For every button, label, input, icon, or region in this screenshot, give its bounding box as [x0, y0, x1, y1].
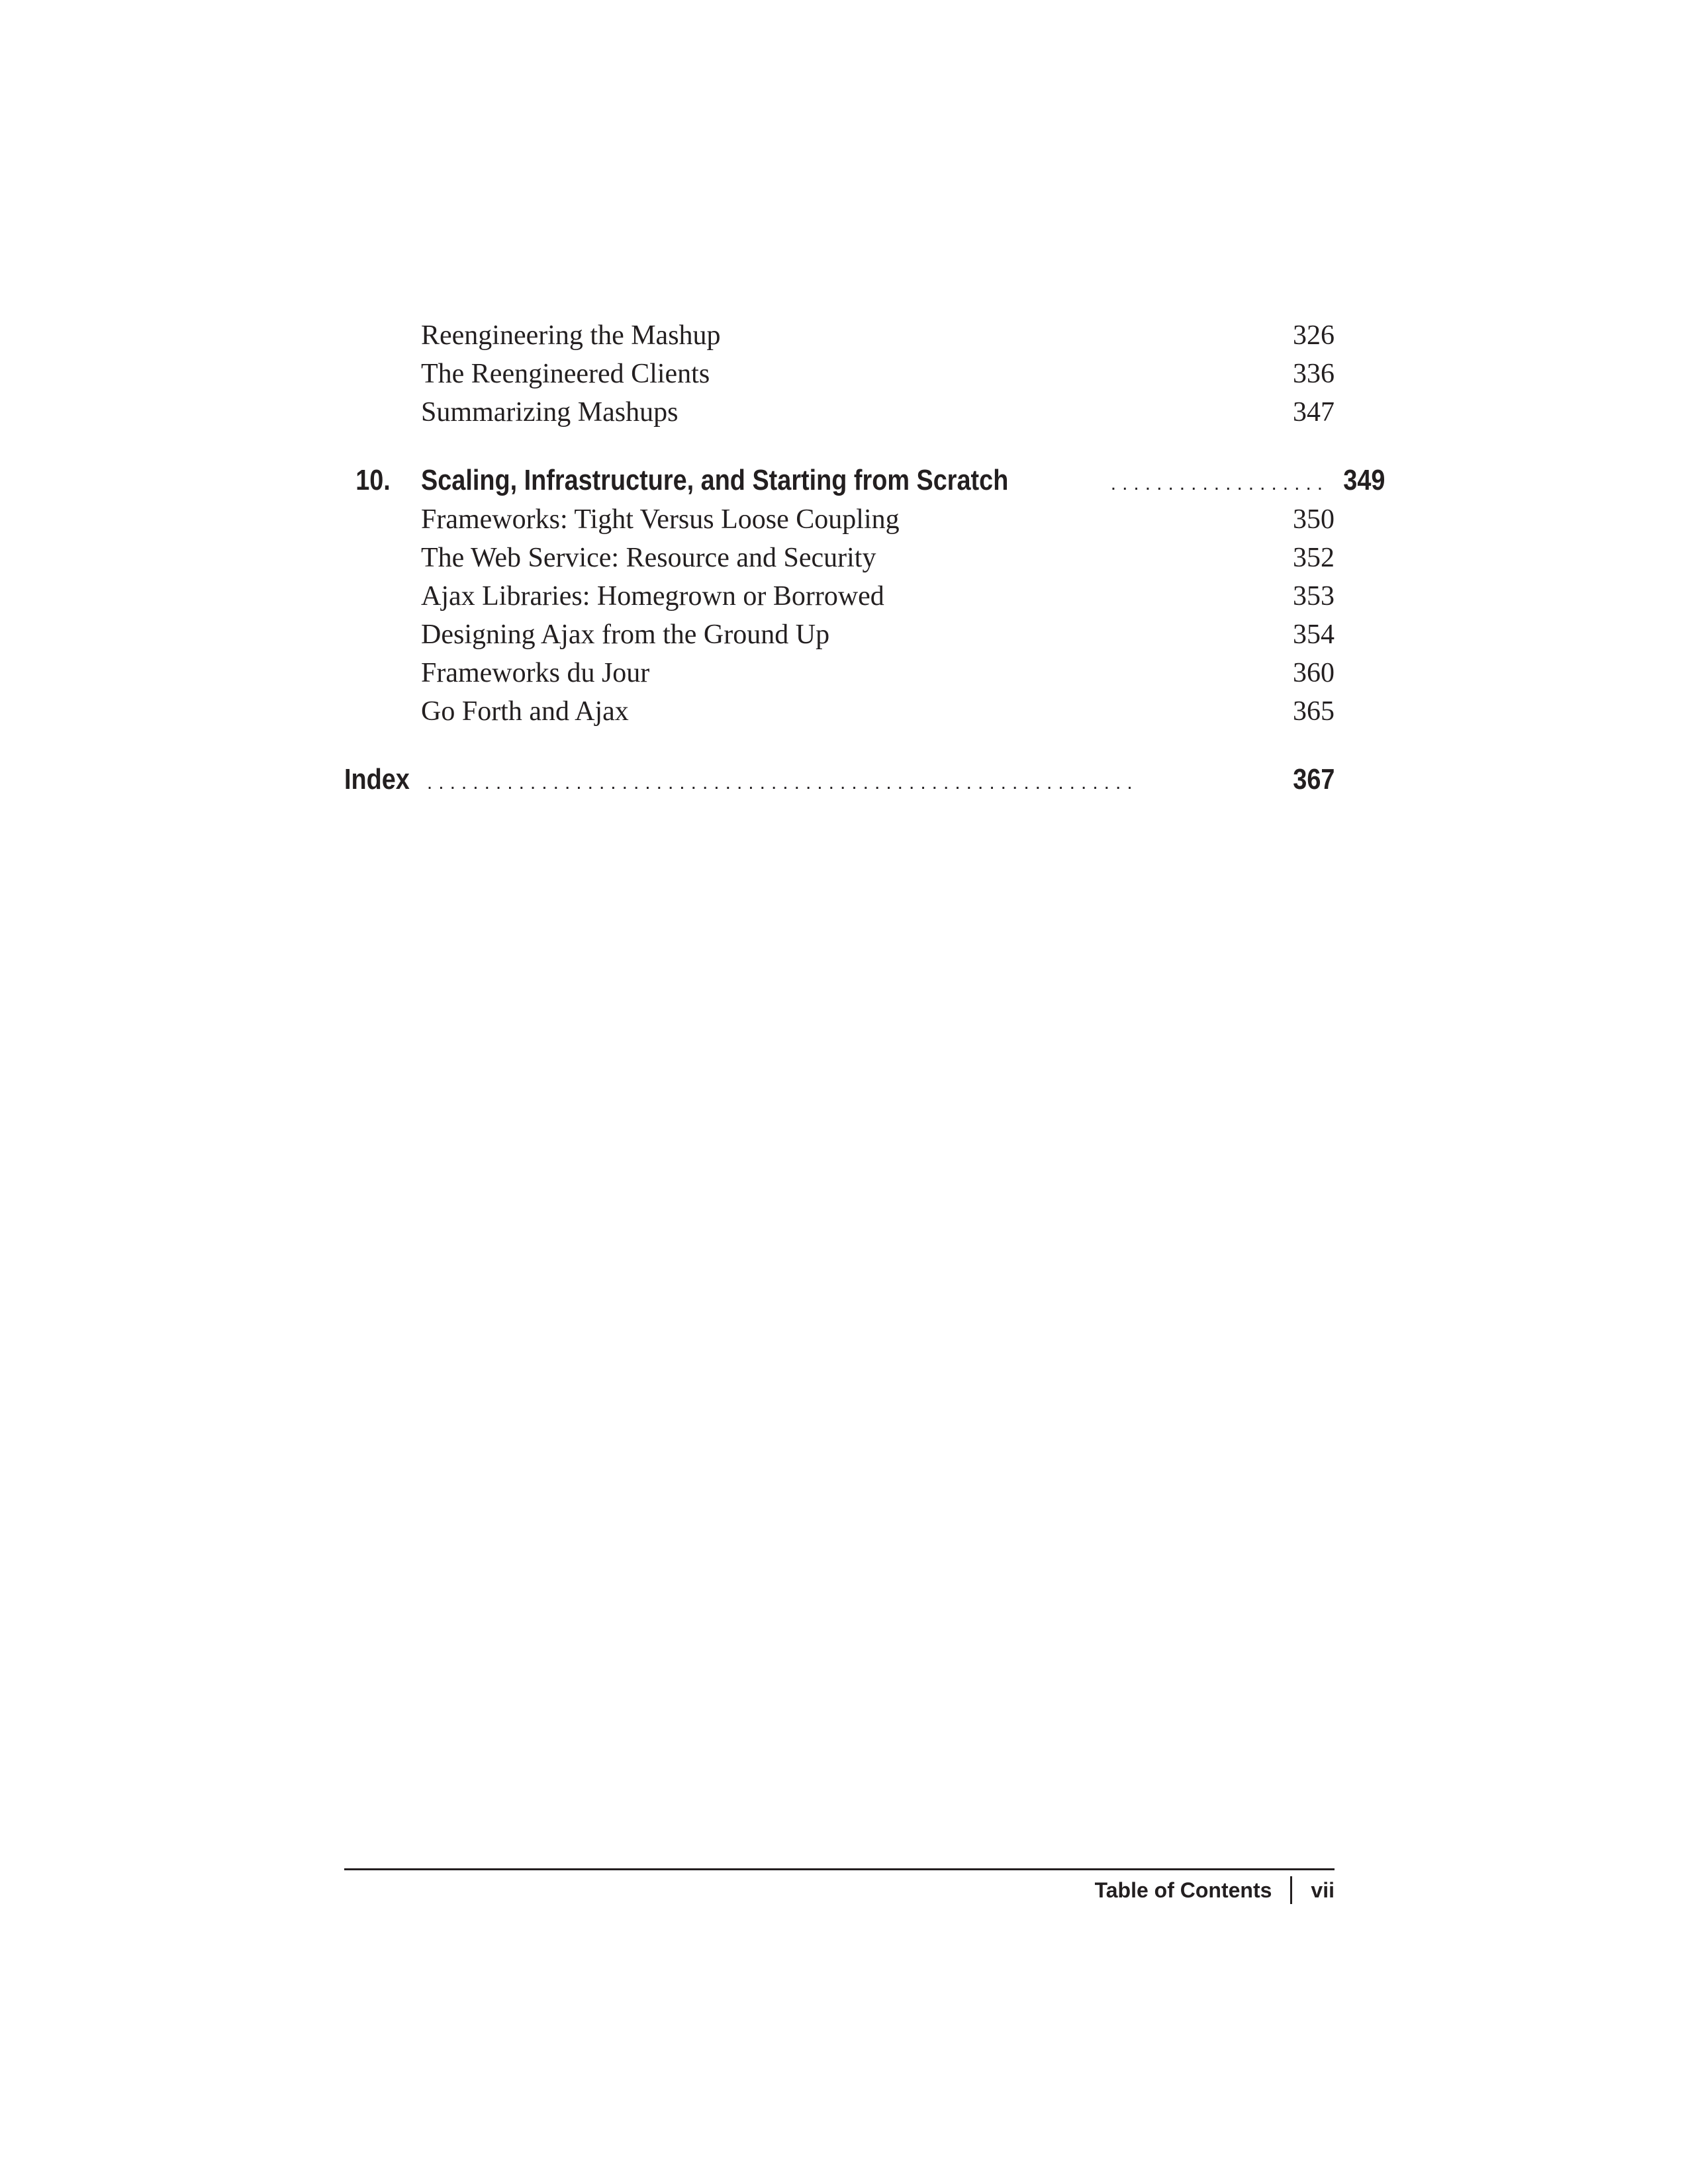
- toc-entry-title: Frameworks du Jour: [421, 658, 650, 688]
- toc-entry-title: Ajax Libraries: Homegrown or Borrowed: [421, 581, 884, 612]
- dot-leader: ..............................................................: [426, 772, 1139, 794]
- toc-entry-title: Summarizing Mashups: [421, 397, 679, 428]
- toc-entry[interactable]: [421, 393, 1335, 432]
- toc-entry-title: Reengineering the Mashup: [421, 320, 721, 351]
- chapter-heading[interactable]: [344, 459, 1385, 502]
- toc-entry[interactable]: [421, 615, 1335, 654]
- toc-entry-title: Frameworks: Tight Versus Loose Coupling: [421, 504, 900, 535]
- page-number: vii: [1311, 1878, 1335, 1902]
- running-title: Table of Contents: [1094, 1878, 1272, 1902]
- toc-entry-title: Designing Ajax from the Ground Up: [421, 619, 830, 650]
- toc-entry-page: 354: [1293, 619, 1335, 650]
- footer-rule: [344, 1868, 1335, 1870]
- footer-separator: [1290, 1876, 1292, 1904]
- toc-entry[interactable]: [421, 500, 1335, 539]
- toc-entry[interactable]: [421, 355, 1335, 393]
- page-footer: [1095, 1873, 1335, 1907]
- dot-leader: ...................: [1110, 473, 1329, 494]
- toc-entry-page: 360: [1293, 658, 1335, 688]
- toc-entry-title: Go Forth and Ajax: [421, 696, 629, 727]
- chapter-title: Scaling, Infrastructure, and Starting from Scratch: [421, 464, 1009, 496]
- toc-entry-page: 347: [1293, 397, 1335, 428]
- toc-entry-title: The Reengineered Clients: [421, 359, 710, 389]
- chapter-page: 349: [1343, 464, 1385, 496]
- index-page: 367: [1292, 763, 1335, 796]
- toc-entry-page: 352: [1293, 543, 1335, 573]
- toc-entry-title: The Web Service: Resource and Security: [421, 543, 876, 573]
- toc-entry[interactable]: [421, 692, 1335, 731]
- chapter-number: 10.: [355, 464, 391, 496]
- toc-entry-page: 350: [1293, 504, 1335, 535]
- index-title: Index: [344, 763, 410, 796]
- toc-entry[interactable]: [421, 316, 1335, 355]
- toc-entry-page: 336: [1293, 359, 1335, 389]
- toc-entry[interactable]: [421, 577, 1335, 615]
- toc-entry[interactable]: [421, 539, 1335, 577]
- toc-entry-page: 365: [1293, 696, 1335, 727]
- toc-entry[interactable]: [421, 654, 1335, 692]
- toc-entry-page: 326: [1293, 320, 1335, 351]
- index-heading[interactable]: [344, 758, 1335, 801]
- toc-entry-page: 353: [1293, 581, 1335, 612]
